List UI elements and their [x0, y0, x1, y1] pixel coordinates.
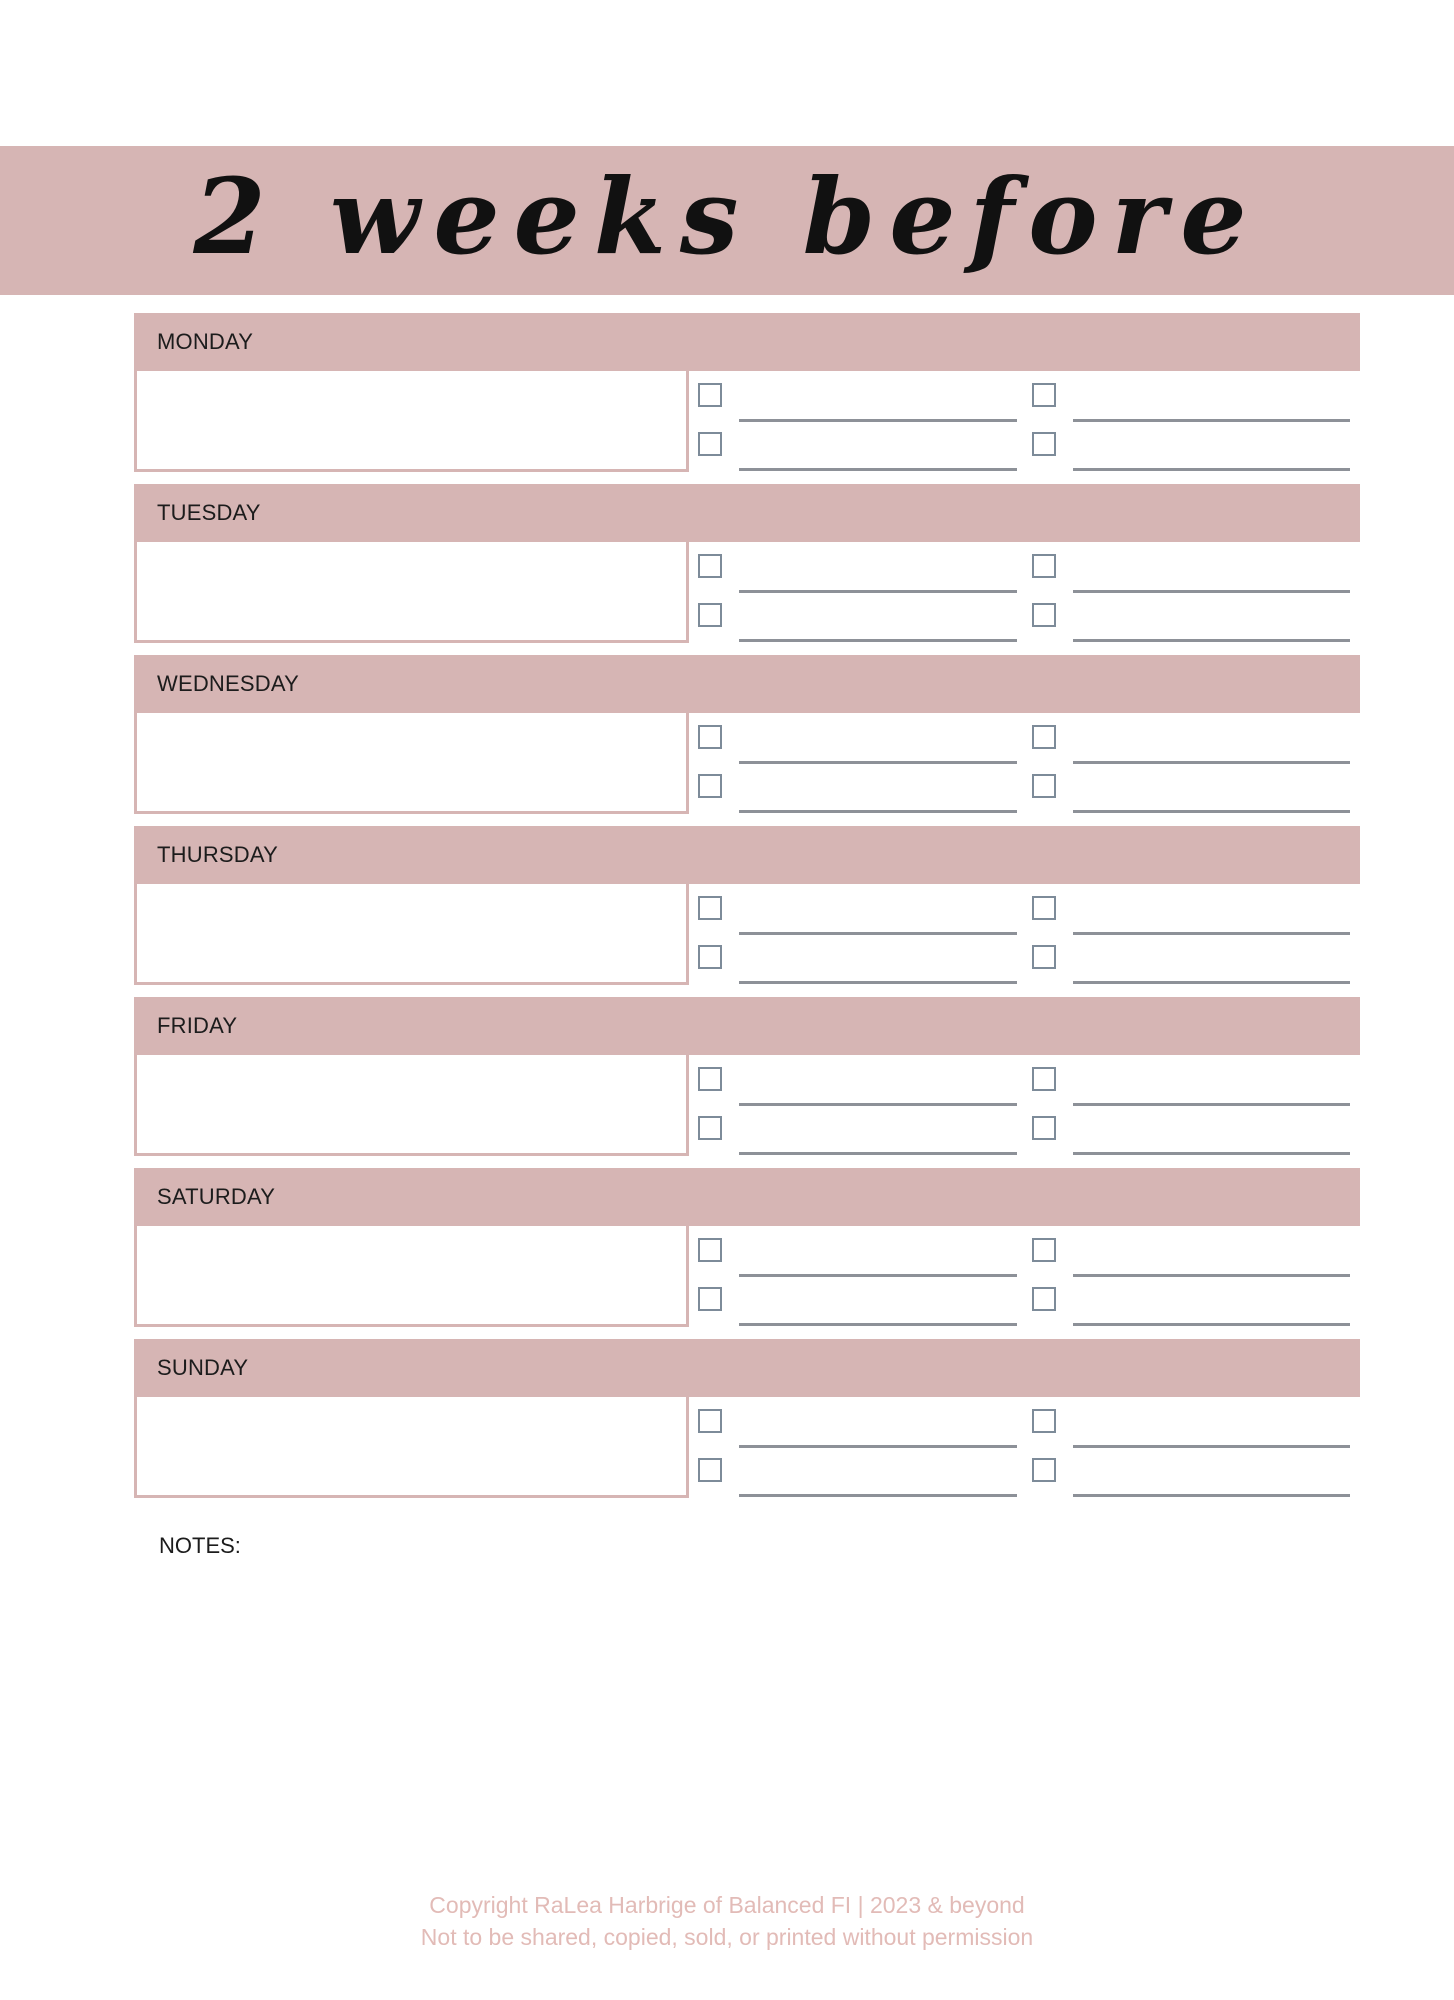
day-saturday	[134, 1168, 1360, 1339]
day-header: WEDNESDAY	[134, 655, 1360, 713]
task-checkbox[interactable]	[1032, 725, 1056, 749]
day-sunday	[134, 1339, 1360, 1510]
day-body	[134, 371, 1360, 471]
task-line[interactable]	[1073, 468, 1350, 471]
title-banner	[0, 146, 1454, 295]
day-header: SUNDAY	[134, 1339, 1360, 1397]
task-checkbox[interactable]	[698, 432, 722, 456]
day-body	[134, 1397, 1360, 1497]
task-checkbox[interactable]	[1032, 603, 1056, 627]
task-line[interactable]	[739, 468, 1017, 471]
task-line[interactable]	[1073, 1445, 1350, 1448]
day-note-box[interactable]	[134, 884, 689, 985]
task-checkbox[interactable]	[698, 1116, 722, 1140]
task-checkbox[interactable]	[1032, 1067, 1056, 1091]
task-line[interactable]	[1073, 639, 1350, 642]
task-checkbox[interactable]	[698, 383, 722, 407]
task-line[interactable]	[739, 1103, 1017, 1106]
task-line[interactable]	[739, 761, 1017, 764]
task-checkbox[interactable]	[1032, 432, 1056, 456]
task-checkbox[interactable]	[1032, 1116, 1056, 1140]
task-checkbox[interactable]	[698, 1458, 722, 1482]
task-line[interactable]	[1073, 1152, 1350, 1155]
task-line[interactable]	[739, 932, 1017, 935]
task-checkbox[interactable]	[698, 945, 722, 969]
permission-line: Not to be shared, copied, sold, or printed without permission	[420, 1924, 1034, 1950]
day-body	[134, 884, 1360, 984]
task-checkbox[interactable]	[1032, 1287, 1056, 1311]
task-checkbox[interactable]	[698, 603, 722, 627]
day-tuesday	[134, 484, 1360, 655]
day-header: THURSDAY	[134, 826, 1360, 884]
task-line[interactable]	[739, 590, 1017, 593]
task-checkbox[interactable]	[698, 1287, 722, 1311]
task-checkbox[interactable]	[1032, 774, 1056, 798]
task-line[interactable]	[739, 419, 1017, 422]
task-line[interactable]	[739, 1152, 1017, 1155]
task-line[interactable]	[1073, 1323, 1350, 1326]
task-line[interactable]	[1073, 1103, 1350, 1106]
task-checkbox[interactable]	[698, 1238, 722, 1262]
day-header: FRIDAY	[134, 997, 1360, 1055]
task-checkbox[interactable]	[1032, 945, 1056, 969]
task-line[interactable]	[739, 810, 1017, 813]
day-body	[134, 542, 1360, 642]
task-checkbox[interactable]	[1032, 1458, 1056, 1482]
task-line[interactable]	[1073, 1494, 1350, 1497]
task-line[interactable]	[739, 1445, 1017, 1448]
day-note-box[interactable]	[134, 1226, 689, 1327]
task-checkbox[interactable]	[1032, 554, 1056, 578]
task-checkbox[interactable]	[698, 1067, 722, 1091]
task-checkbox[interactable]	[1032, 383, 1056, 407]
day-monday	[134, 313, 1360, 484]
task-checkbox[interactable]	[698, 1409, 722, 1433]
day-note-box[interactable]	[134, 371, 689, 472]
day-note-box[interactable]	[134, 1397, 689, 1498]
task-line[interactable]	[1073, 932, 1350, 935]
task-checkbox[interactable]	[1032, 896, 1056, 920]
day-note-box[interactable]	[134, 542, 689, 643]
task-line[interactable]	[1073, 761, 1350, 764]
day-body	[134, 713, 1360, 813]
task-checkbox[interactable]	[698, 774, 722, 798]
notes-label: NOTES:	[159, 1533, 241, 1558]
task-line[interactable]	[739, 639, 1017, 642]
task-line[interactable]	[739, 981, 1017, 984]
task-checkbox[interactable]	[698, 554, 722, 578]
task-line[interactable]	[739, 1323, 1017, 1326]
weekly-planner	[134, 313, 1360, 1510]
task-line[interactable]	[739, 1494, 1017, 1497]
day-thursday	[134, 826, 1360, 997]
task-line[interactable]	[1073, 810, 1350, 813]
page-title: 2 weeks before	[193, 155, 1261, 278]
task-line[interactable]	[1073, 590, 1350, 593]
day-header: SATURDAY	[134, 1168, 1360, 1226]
task-checkbox[interactable]	[698, 725, 722, 749]
copyright-line: Copyright RaLea Harbrige of Balanced FI | 2023 & beyond	[429, 1892, 1025, 1918]
task-line[interactable]	[1073, 1274, 1350, 1277]
day-header: MONDAY	[134, 313, 1360, 371]
day-body	[134, 1055, 1360, 1155]
day-friday	[134, 997, 1360, 1168]
day-note-box[interactable]	[134, 1055, 689, 1156]
task-line[interactable]	[1073, 981, 1350, 984]
task-line[interactable]	[739, 1274, 1017, 1277]
task-checkbox[interactable]	[698, 896, 722, 920]
task-checkbox[interactable]	[1032, 1238, 1056, 1262]
day-header: TUESDAY	[134, 484, 1360, 542]
task-checkbox[interactable]	[1032, 1409, 1056, 1433]
day-body	[134, 1226, 1360, 1326]
day-note-box[interactable]	[134, 713, 689, 814]
task-line[interactable]	[1073, 419, 1350, 422]
day-wednesday	[134, 655, 1360, 826]
